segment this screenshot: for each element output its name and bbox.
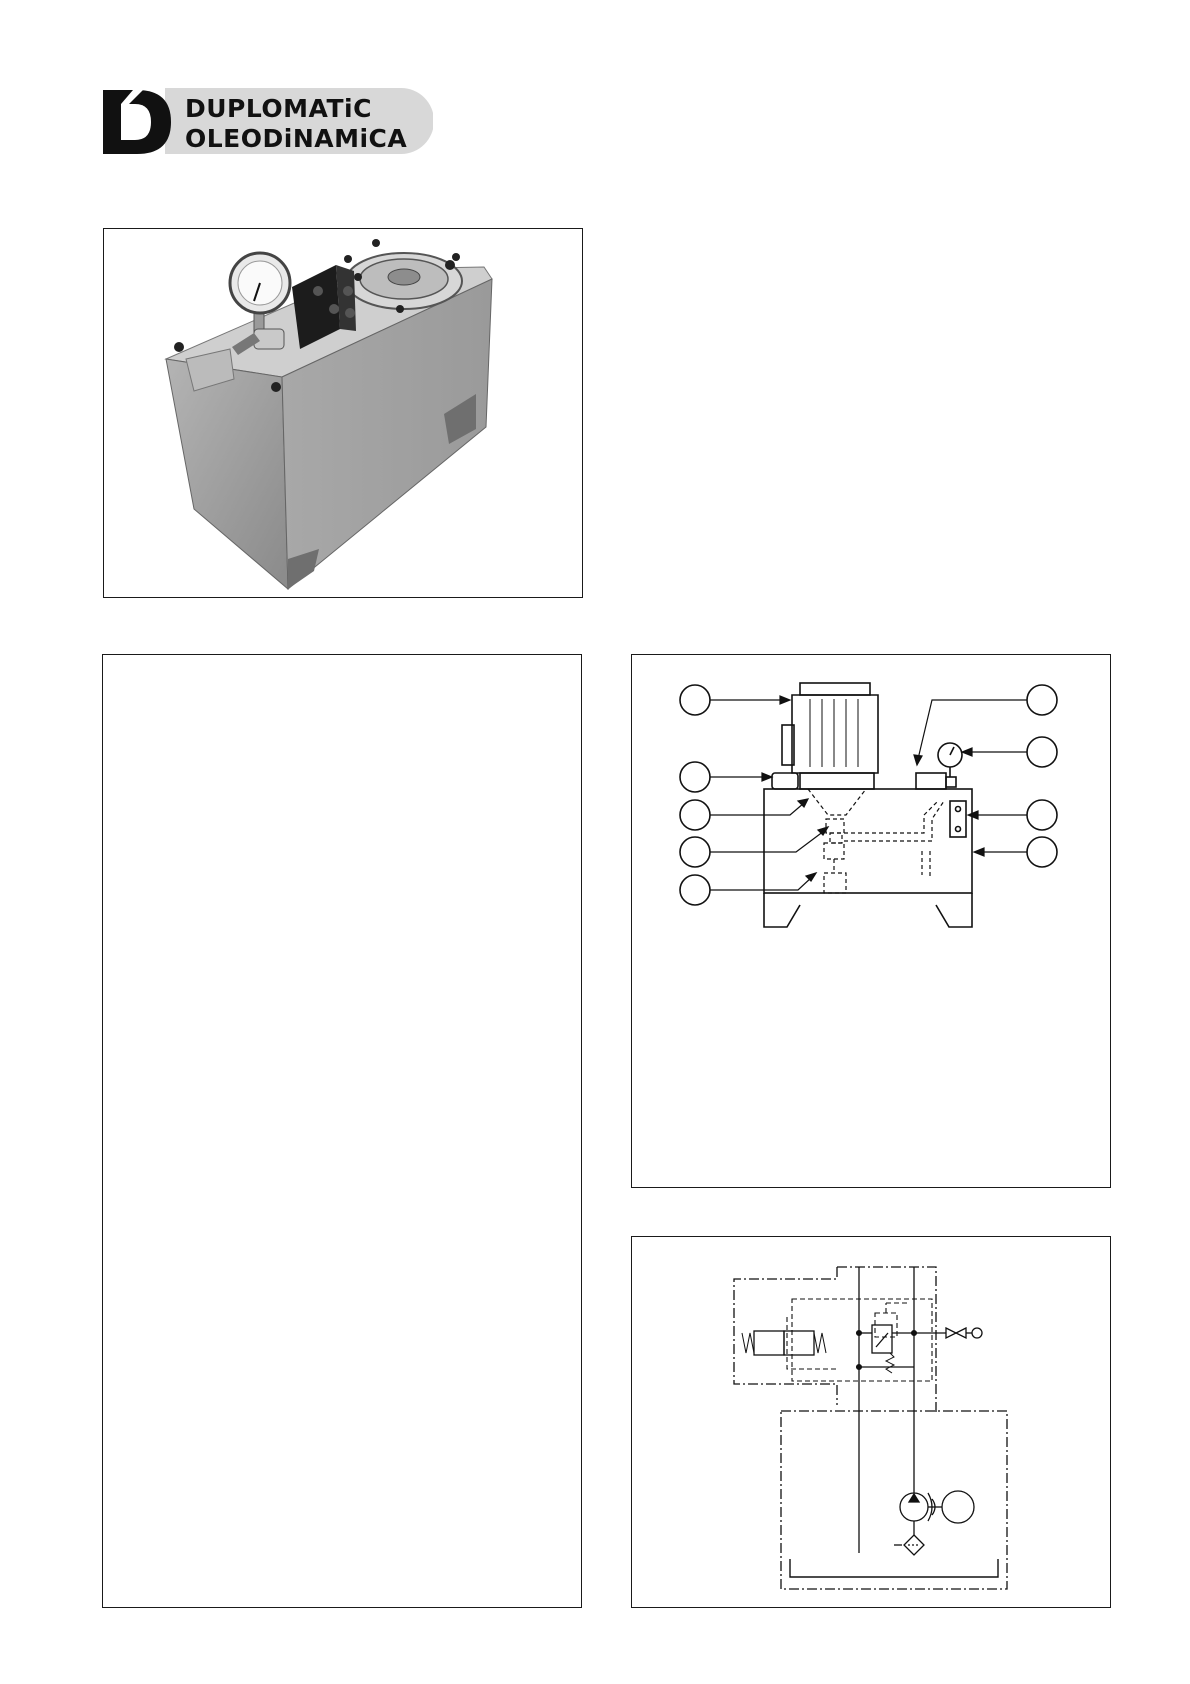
logo-line-2: OLEODiNAMiCA — [185, 124, 408, 153]
brand-logo — [103, 84, 433, 158]
hydraulic-power-unit-photo — [104, 229, 581, 596]
hydraulic-schematic-panel — [631, 1236, 1111, 1608]
hydraulic-circuit-schematic — [632, 1237, 1109, 1606]
product-photo-frame — [103, 228, 583, 598]
logo-d-mark-icon — [103, 90, 171, 154]
callout-circles-left — [680, 685, 710, 905]
component-diagram-panel — [631, 654, 1111, 1188]
power-unit-component-diagram — [632, 655, 1109, 1186]
description-panel — [102, 654, 582, 1608]
logo-line-1: DUPLOMATiC — [185, 94, 372, 123]
callout-circles-right — [1027, 685, 1057, 867]
